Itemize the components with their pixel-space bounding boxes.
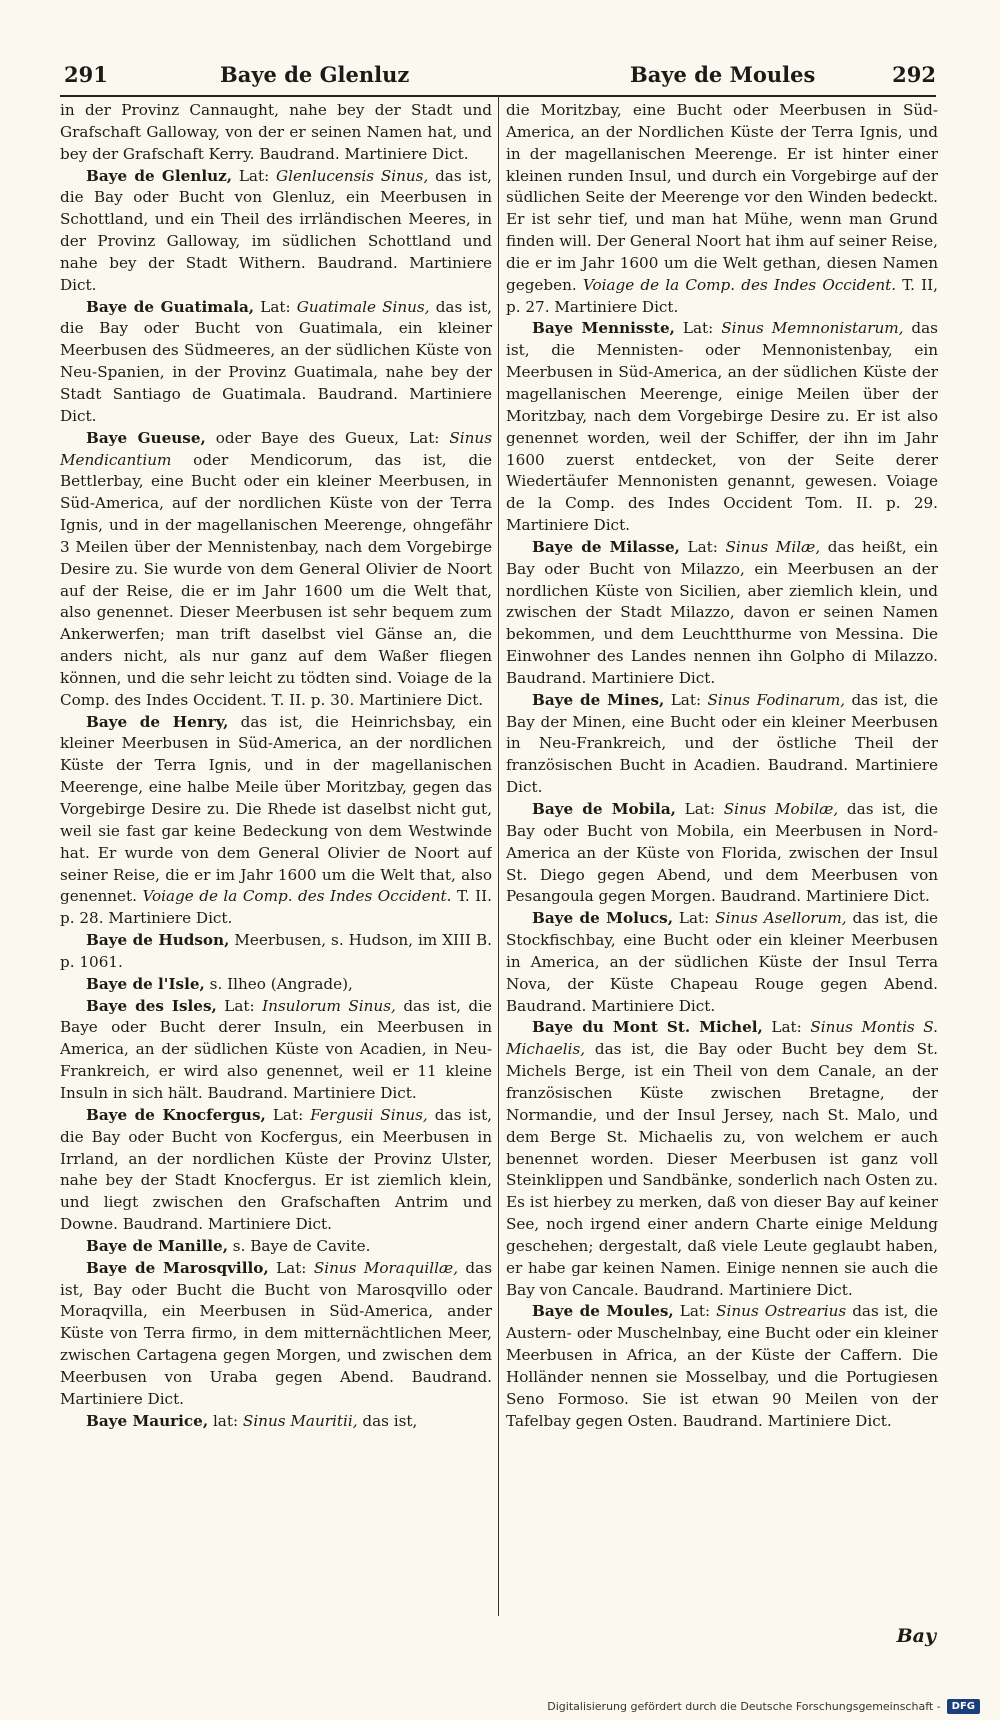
entry-text: Lat: — [268, 1258, 314, 1277]
entry-text: lat: — [208, 1411, 243, 1430]
dictionary-entry — [506, 690, 938, 799]
entry-headword: Baye Gueuse, — [86, 428, 206, 447]
page-number-right: 292 — [892, 62, 936, 87]
entry-text: das ist, die Mennisten- oder Mennonistenbay, ein Meerbusen in Süd-America, an der südlichen Küste der magellanischen Meerenge, einige Meilen über der Moritzbay, nach dem Vorgebirge Desire zu. Er ist also genennet worden, weil der Schiffer, der ihn im Jahr 1600 zuerst entdecket, von der Seite derer Wiedertäufer Mennonisten genannt, gewesen. Voiage de la Comp. des Indes Occident Tom. II. p. 29. Martiniere Dict. — [506, 319, 938, 535]
entry-latin-name: Sinus Milæ, — [725, 537, 821, 556]
entry-text: Lat: — [265, 1105, 311, 1124]
column-divider — [498, 96, 499, 1616]
entry-headword: Baye Maurice, — [86, 1411, 209, 1430]
entry-latin-name: Sinus Mendicantium — [60, 428, 492, 469]
entry-latin-name: Sinus Asellorum, — [715, 909, 847, 928]
dictionary-entry — [60, 996, 492, 1105]
entry-latin-name: Glenlucensis Sinus, — [275, 166, 429, 185]
entry-text: das ist, die Bay oder Bucht von Glenluz, ein Meerbusen in Schottland, und ein Theil des irrländischen Meeres, in der Provinz Galloway, im südlichen Schottland und nahe bey der Stadt Withern. Baudrand. Martiniere Dict. — [60, 166, 492, 294]
footer-credit — [547, 1699, 980, 1714]
dictionary-entry — [60, 930, 492, 974]
entry-headword: Baye de Mobila, — [532, 800, 676, 818]
entry-text: Lat: — [216, 996, 263, 1015]
entry-tail: T. II, p. 27. Martiniere Dict. — [506, 275, 938, 316]
entry-latin-name: Sinus Mobilæ, — [723, 800, 839, 818]
entry-latin-name: Voiage de la Comp. des Indes Occident. — [142, 887, 452, 906]
dictionary-entry — [506, 537, 938, 690]
entry-text: das heißt, ein Bay oder Bucht von Milazzo, ein Meerbusen an der nordlichen Küste von Sicilien, aber ziemlich klein, und zwischen der Stadt Milazzo, davon er seinen Namen bekommen, und dem Leuchtthurme von Messina. Die Einwohner des Landes nennen ihn Golpho di Milazzo. Baudrand. Martiniere Dict. — [506, 537, 938, 687]
entry-text: das ist, Bay oder Bucht die Bucht von Marosqvillo oder Moraqvilla, ein Meerbusen in Süd-America, ander Küste von Terra firmo, in dem mitternächtlichen Meer, zwischen Cartagena gegen Morgen, und zwischen dem Meerbusen von Uraba gegen Abend. Baudrand. Martiniere Dict. — [60, 1258, 492, 1408]
entry-text: T. II. p. 28. Martiniere Dict. — [60, 887, 492, 928]
entry-text: Lat: — [673, 909, 716, 928]
dictionary-entry — [60, 166, 492, 297]
entry-text: das ist, die Bay der Minen, eine Bucht oder ein kleiner Meerbusen in Neu-Frankreich, und der östliche Theil der französischen Bucht in Acadien. Baudrand. Martiniere Dict. — [506, 690, 938, 797]
entry-latin-name: Sinus Montis S. Michaelis, — [506, 1018, 938, 1059]
dictionary-entry — [60, 297, 492, 428]
dictionary-entry — [60, 1236, 492, 1258]
dictionary-entry — [60, 712, 492, 930]
entry-text: das ist, die Heinrichsbay, ein kleiner Meerbusen in Süd-America, an der nordlichen Küste der Terra Ignis, und in der magellanischen Meerenge, eine halbe Meile über Moritzbay, gegen das Vorgebirge Desire zu. Die Rhede ist daselbst nicht gut, weil sie fast gar keine Bedeckung von dem Westwinde hat. Er wurde von dem General Olivier de Noort auf seiner Reise, die er im Jahr 1600 um die Welt that, also genennet. — [60, 712, 492, 906]
dictionary-entry — [60, 1411, 492, 1433]
entry-text: das ist, — [357, 1411, 418, 1430]
entry-text: das ist, die Stockfischbay, eine Bucht oder ein kleiner Meerbusen in America, an der südlichen Küste der Insul Terra Nova, der Küste Chapeau Rouge gegen Abend. Baudrand. Martiniere Dict. — [506, 909, 938, 1015]
dfg-logo: DFG — [947, 1699, 980, 1714]
entry-continuation: die Moritzbay, eine Bucht oder Meerbusen in Süd-America, an der Nordlichen Küste der Terra Ignis, und in der magellanischen Meerenge. Er ist hinter einer kleinen runden Insul, und durch ein Vorgebirge auf der südlichen Seite der Meerenge vor den Winden bedeckt. Er ist sehr tief, und man hat Mühe, wenn man Grund finden will. Der General Noort hat ihm auf seiner Reise, die er im Jahr 1600 um die Welt gethan, diesen Namen gegeben. — [506, 101, 938, 294]
entry-text: Lat: — [762, 1018, 811, 1037]
entry-text: das ist, die Bay oder Bucht bey dem St. Michels Berge, ist ein Theil von dem Canale, an der französischen Küste zwischen Bretagne, der Normandie, und der Insul Jersey, nach St. Malo, und dem Berge St. Michaelis zu, von welchem er auch benennet worden. Dieser Meerbusen ist ganz voll Steinklippen und Sandbänke, sonderlich nach Osten zu. Es ist hierbey zu merken, daß von dieser Bay auf keiner See, noch irgend einer andern Charte einige Meldung geschehen; dergestalt, daß viele Leute geglaubt haben, er habe gar keinen Namen. Einige nennen sie auch die Bay von Cancale. Baudrand. Martiniere Dict. — [506, 1040, 938, 1299]
dictionary-entry — [506, 1017, 938, 1301]
dictionary-entry — [60, 1105, 492, 1236]
entry-text: das ist, die Bay oder Bucht von Guatimala, ein kleiner Meerbusen des Südmeeres, an der südlichen Küste von Neu-Spanien, in der Provinz Guatimala, nahe bey der Stadt Santiago de Guatimala. Baudrand. Martiniere Dict. — [60, 297, 492, 425]
entry-headword: Baye de Marosqvillo, — [86, 1258, 269, 1277]
entry-headword: Baye de Glenluz, — [86, 166, 233, 185]
catchword: Bay — [896, 1625, 936, 1647]
entry-latin-name: Sinus Mauritii, — [242, 1411, 358, 1430]
right-column — [506, 100, 938, 1620]
entry-latin-name: Sinus Ostrearius — [716, 1302, 847, 1321]
entry-headword: Baye des Isles, — [86, 996, 217, 1015]
running-title-left: Baye de Glenluz — [220, 62, 410, 87]
running-header — [60, 58, 940, 94]
entry-headword: Baye de Molucs, — [532, 909, 674, 928]
entry-latin-name: Fergusii Sinus, — [310, 1105, 428, 1124]
entry-headword: Baye de Manille, — [86, 1236, 228, 1255]
entry-text: das ist, die Austern- oder Muschelnbay, eine Bucht oder ein kleiner Meerbusen in Africa, an der Küste der Caffern. Die Holländer nennen sie Mosselbay, und die Portugiesen Seno Formoso. Sie ist etwan 90 Meilen von der Tafelbay gegen Osten. Baudrand. Martiniere Dict. — [506, 1302, 938, 1430]
entry-headword: Baye de Milasse, — [532, 537, 680, 556]
dictionary-entry — [506, 1301, 938, 1432]
entry-headword: Baye de Guatimala, — [86, 297, 255, 316]
dictionary-entry — [60, 974, 492, 996]
entry-text: Lat: — [232, 166, 276, 185]
entry-headword: Baye de Hudson, — [86, 931, 230, 950]
entry-latin-name: Sinus Memnonistarum, — [721, 319, 904, 338]
entry-citation: Voiage de la Comp. des Indes Occident. — [576, 275, 897, 294]
footer-text: Digitalisierung gefördert durch die Deutsche Forschungsgemeinschaft - — [547, 1700, 941, 1713]
dictionary-entry — [60, 100, 492, 166]
entry-headword: Baye de l'Isle, — [86, 974, 205, 993]
entry-text: Lat: — [673, 1302, 717, 1321]
entry-latin-name: Guatimale Sinus, — [296, 297, 430, 316]
entry-text: Lat: — [679, 537, 726, 556]
dictionary-entry — [506, 908, 938, 1017]
dictionary-entry — [60, 428, 492, 712]
entry-text: oder Baye des Gueux, Lat: — [205, 428, 450, 447]
entry-text: s. Ilheo (Angrade), — [204, 974, 353, 993]
entry-text: das ist, die Baye oder Bucht derer Insuln, ein Meerbusen in America, an der südlichen Küste von Acadien, in Neu-Frankreich, er wird also genennet, weil er 11 kleine Insuln in sich hält. Baudrand. Martiniere Dict. — [60, 996, 492, 1102]
dictionary-entry — [506, 799, 938, 908]
entry-text: das ist, die Bay oder Bucht von Mobila, ein Meerbusen in Nord-America an der Küste von Florida, zwischen der Insul St. Diego gegen Abend, und dem Meerbusen von Pesangoula gegen Morgen. Baudrand. Martiniere Dict. — [506, 800, 938, 906]
entry-headword: Baye Mennisste, — [532, 319, 675, 338]
entry-continuation: in der Provinz Cannaught, nahe bey der Stadt und Grafschaft Galloway, von der er seinen Namen hat, und bey der Grafschaft Kerry. Baudrand. Martiniere Dict. — [60, 101, 492, 163]
entry-text: Lat: — [675, 800, 724, 818]
entry-headword: Baye du Mont St. Michel, — [532, 1018, 763, 1037]
dictionary-entry — [506, 318, 938, 536]
entry-headword: Baye de Mines, — [532, 690, 665, 709]
entry-text: Meerbusen, s. Hudson, im XIII B. p. 1061. — [60, 931, 492, 971]
entry-text: s. Baye de Cavite. — [227, 1236, 371, 1255]
entry-headword: Baye de Knocfergus, — [86, 1105, 266, 1124]
left-column — [60, 100, 492, 1620]
entry-text: Lat: — [674, 319, 722, 338]
entry-headword: Baye de Henry, — [86, 712, 229, 731]
page-number-left: 291 — [64, 62, 108, 87]
entry-text: Lat: — [254, 297, 297, 316]
entry-latin-name: Insulorum Sinus, — [262, 996, 396, 1015]
dictionary-entry — [506, 100, 938, 318]
entry-latin-name: Sinus Moraquillæ, — [313, 1258, 459, 1277]
entry-text: Lat: — [664, 690, 708, 709]
entry-text: oder Mendicorum, das ist, die Bettlerbay, eine Bucht oder ein kleiner Meerbusen, in Süd-America, auf der nordlichen Küste von der Terra Ignis, und in der magellanischen Meerenge, ohngefähr 3 Meilen über der Mennistenbay, nach dem Vorgebirge Desire zu. Sie wurde von dem General Olivier de Noort auf der Reise, die er im Jahr 1600 um die Welt that, also genennet. Dieser Meerbusen ist sehr bequem zum Ankerwerfen; man trift daselbst viel Gänse an, die anders nicht, als nur ganz auf dem Waßer fliegen können, und die sehr leicht zu tödten sind. Voiage de la Comp. des Indes Occident. T. II. p. 30. Martiniere Dict. — [60, 450, 492, 709]
entry-latin-name: Sinus Fodinarum, — [707, 690, 846, 709]
entry-headword: Baye de Moules, — [532, 1302, 674, 1321]
dictionary-entry — [60, 1258, 492, 1411]
entry-text: das ist, die Bay oder Bucht von Kocfergus, ein Meerbusen in Irrland, an der nordlichen Küste der Provinz Ulster, nahe bey der Stadt Knocfergus. Er ist ziemlich klein, und liegt zwischen den Grafschaften Antrim und Downe. Baudrand. Martiniere Dict. — [60, 1105, 492, 1234]
running-title-right: Baye de Moules — [630, 62, 816, 87]
